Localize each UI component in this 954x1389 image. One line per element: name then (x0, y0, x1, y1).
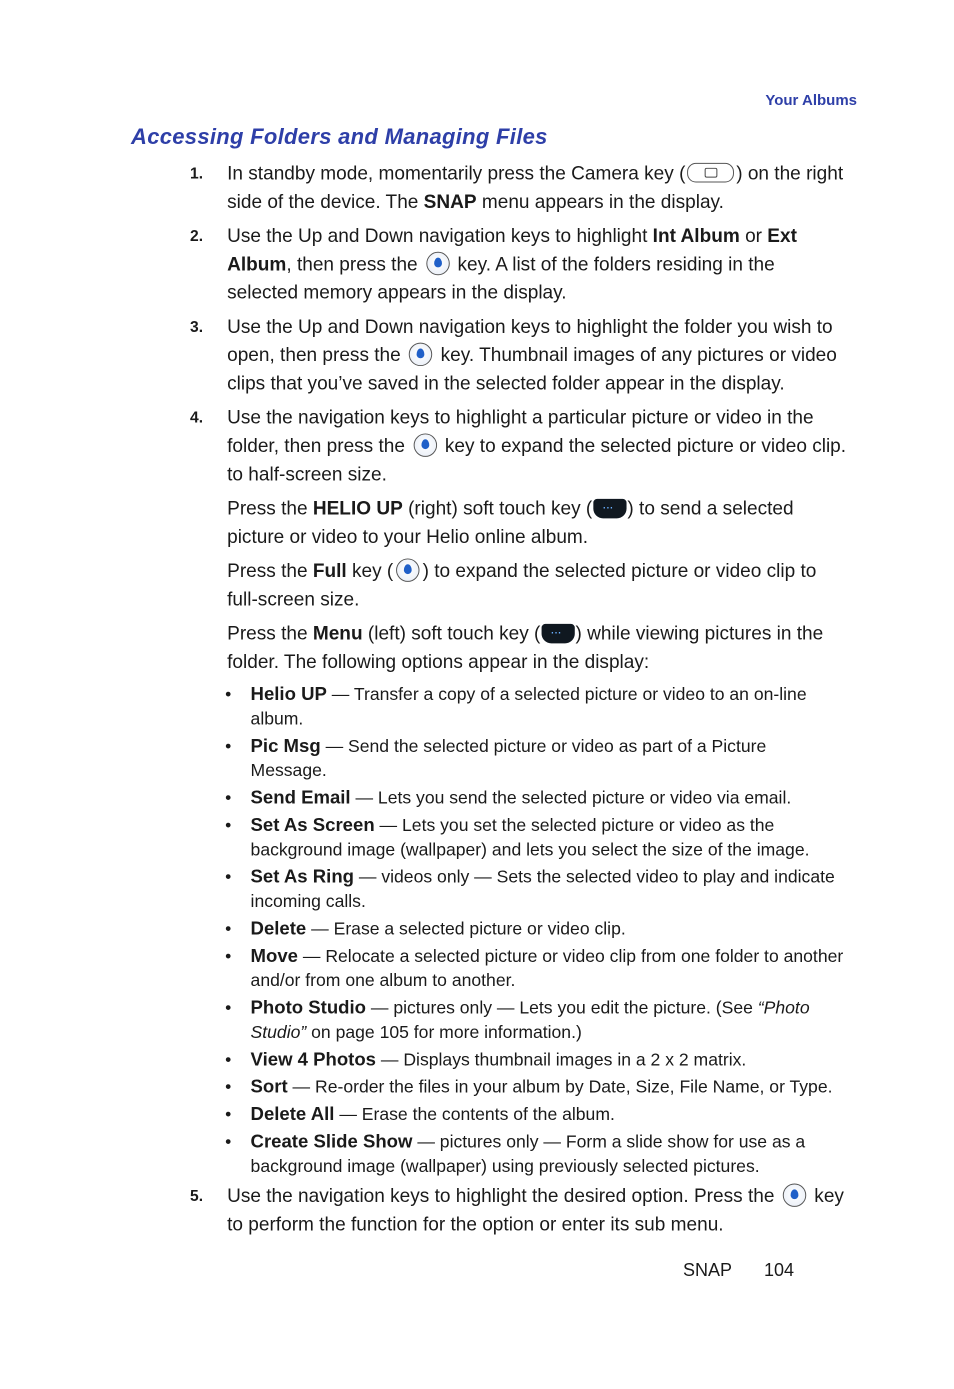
list-item: • Create Slide Show — pictures only — Form a slide show for use as a background image (wallpaper) using previously selected pictures. (225, 1131, 806, 1176)
list-item: • Pic Msg — Send the selected picture or video as part of a Picture Message. (225, 736, 767, 781)
bullet-icon: • (225, 946, 232, 966)
list-item: • Helio UP — Transfer a copy of a selected picture or video to an on-line album. (225, 684, 807, 729)
content (190, 160, 846, 1245)
camera-key-icon (687, 163, 734, 183)
page-number: 104 (764, 1260, 795, 1280)
step-4-full-para: Press the Full key ( ) to expand the selected picture or video clip to full-screen size. (227, 560, 817, 611)
ok-key-icon (413, 433, 436, 456)
list-item: • Send Email — Lets you send the selected picture or video via email. (225, 787, 792, 809)
step-5: 5. Use the navigation keys to highlight the desired option. Press the key to perform the function for the option or enter its sub menu. (190, 1182, 846, 1239)
bullet-icon: • (225, 684, 232, 704)
step-4: 4. Use the navigation keys to highlight a particular picture or video in the folder, then press the key to expand the selected picture or video clip. to half-screen size. (190, 404, 846, 489)
list-item: • Delete — Erase a selected picture or video clip. (225, 918, 626, 940)
bullet-icon: • (225, 1049, 232, 1070)
ok-key-icon (396, 558, 419, 581)
bullet-icon: • (225, 918, 232, 939)
step-number: 1. (190, 165, 204, 183)
bullet-icon: • (225, 736, 232, 756)
list-item: • Set As Ring — videos only — Sets the selected video to play and indicate incoming calls. (225, 867, 835, 912)
footer-section: SNAP (683, 1260, 733, 1280)
ok-key-icon (783, 1183, 806, 1206)
bullet-icon: • (225, 1104, 232, 1124)
step-1: 1. In standby mode, momentarily press the Camera key ( ) on the right side of the device. The SNAP menu appears in the display. (190, 160, 846, 217)
list-item: • Photo Studio — pictures only — Lets you edit the picture. (See “Photo Studio” on page 105 for more information.) (225, 997, 810, 1042)
list-item: • Set As Screen — Lets you set the selected picture or video as the background image (wallpaper) and lets you select the size of the image. (225, 815, 810, 860)
cross-reference[interactable]: “Photo Studio” (250, 997, 810, 1042)
step-number: 3. (190, 319, 204, 336)
list-item: • Move — Relocate a selected picture or video clip from one folder to another and/or from one album to another. (225, 946, 844, 991)
step-4-menu-para: Press the Menu (left) soft touch key (··· ) while viewing pictures in the folder. The following options appear in the display: (190, 620, 846, 677)
soft-key-icon (541, 624, 574, 644)
options-list (190, 682, 846, 1178)
bullet-icon: • (225, 997, 232, 1018)
bullet-icon: • (225, 815, 232, 835)
ok-key-icon (409, 343, 432, 366)
page-footer (683, 1260, 794, 1281)
soft-key-icon (593, 499, 626, 519)
running-header: Your Albums (765, 92, 857, 109)
list-item: • Delete All — Erase the contents of the album. (225, 1104, 615, 1125)
step-4-helio-up-para: Press the HELIO UP (right) soft touch key (··· ) to send a selected picture or video to your Helio online album. (190, 495, 846, 552)
bullet-icon: • (225, 1131, 232, 1152)
step-3: 3. Use the Up and Down navigation keys to highlight the folder you wish to open, then press the key. Thumbnail images of any pictures or video clips that you’ve saved in the selected folder appear in the display. (190, 313, 846, 398)
step-number: 5. (190, 1188, 204, 1205)
section-title: Accessing Folders and Managing Files (131, 124, 548, 149)
step-number: 4. (190, 410, 204, 427)
bullet-icon: • (225, 1077, 232, 1097)
ok-key-icon (426, 252, 449, 275)
step-number: 2. (190, 228, 204, 245)
bullet-icon: • (225, 787, 232, 808)
list-item: • View 4 Photos — Displays thumbnail images in a 2 x 2 matrix. (225, 1049, 747, 1071)
bullet-icon: • (225, 867, 232, 887)
list-item: • Sort — Re-order the files in your album by Date, Size, File Name, or Type. (225, 1077, 833, 1098)
step-2: 2. Use the Up and Down navigation keys to highlight Int Album or Ext Album, then press the key. A list of the folders residing in the selected memory appears in the display. (190, 223, 846, 308)
